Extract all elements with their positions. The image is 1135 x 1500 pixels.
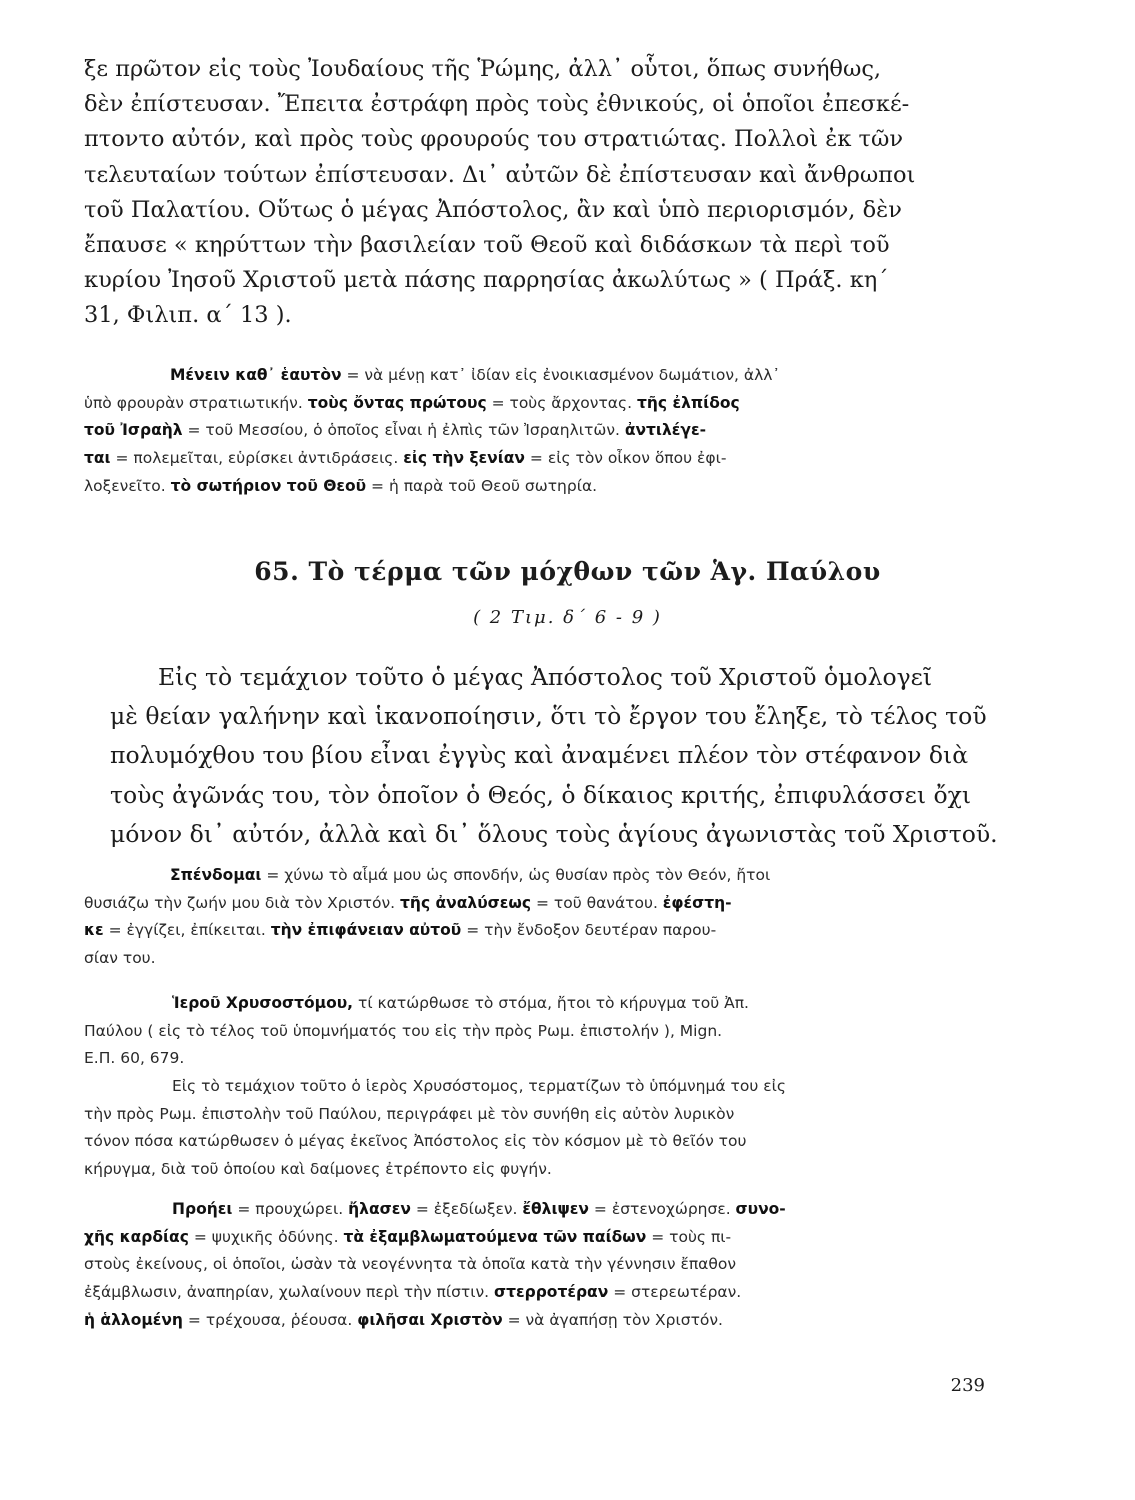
section-heading: 65. Τὸ τέρμα τῶν μόχθων τῶν Ἁγ. Παύλου	[254, 557, 881, 586]
gloss-text: θυσιάζω τὴν ζωήν μου διὰ τὸν Χριστόν.	[84, 893, 401, 912]
gloss-text: = νὰ ἀγαπήσῃ τὸν Χριστόν.	[502, 1310, 723, 1329]
gloss-text: = τοῦ Μεσσίου, ὁ ὁποῖος εἶναι ἡ ἐλπὶς τῶν Ἰσραηλιτῶν.	[182, 421, 625, 440]
glossary-block-3	[84, 1196, 984, 1334]
gloss-line	[84, 445, 984, 473]
gloss-text: = στερεωτέραν.	[608, 1283, 742, 1302]
gloss-term: τὴν ἐπιφάνειαν αὐτοῦ	[270, 921, 462, 940]
gloss-text: = ἐξεδίωξεν.	[410, 1200, 523, 1218]
gloss-term: συνο-	[735, 1200, 786, 1218]
section-paragraph	[110, 658, 998, 854]
gloss-text: = ἐγγίζει, ἐπίκειται.	[103, 921, 271, 940]
text-line: 31, Φιλιπ. α΄ 13 ).	[84, 302, 292, 329]
text-line: μὲ θείαν γαλήνην καὶ ἱκανοποίησιν, ὅτι τὸ ἔργον του ἔληξε, τὸ τέλος τοῦ	[110, 702, 987, 731]
gloss-term: ἤλασεν	[348, 1200, 411, 1218]
gloss-text: = ἡ παρὰ τοῦ Θεοῦ σωτηρία.	[366, 476, 598, 495]
gloss-term: ἡ ἁλλομένη	[84, 1310, 183, 1329]
gloss-text: = ψυχικῆς ὀδύνης.	[188, 1227, 344, 1246]
gloss-text: = εἰς τὸν οἶκον ὅπου ἐφι-	[525, 449, 727, 468]
gloss-text: = τρέχουσα, ῥέουσα.	[182, 1310, 358, 1329]
gloss-text: = νὰ μένῃ κατ᾽ ἰδίαν εἰς ἐνοικιασμένον δωμάτιον, ἀλλ᾽	[341, 366, 781, 384]
gloss-text: = ἐστενοχώρησε.	[589, 1200, 736, 1218]
gloss-line: τόνον πόσα κατώρθωσεν ὁ μέγας ἐκεῖνος Ἀπόστολος εἰς τὸν κόσμον μὲ τὸ θεῖόν του	[84, 1132, 747, 1151]
text-line: κυρίου Ἰησοῦ Χριστοῦ μετὰ πάσης παρρησίας ἀκωλύτως » ( Πράξ. κη΄	[84, 267, 889, 294]
text-line: τοὺς ἀγῶνάς του, τὸν ὁποῖον ὁ Θεός, ὁ δίκαιος κριτής, ἐπιφυλάσσει ὄχι	[110, 780, 972, 809]
gloss-term: κε	[84, 921, 104, 940]
gloss-term: Σπένδομαι	[170, 866, 262, 884]
gloss-line	[84, 990, 984, 1018]
glossary-block-2	[84, 862, 984, 973]
text-line: ἔπαυσε « κηρύττων τὴν βασιλείαν τοῦ Θεοῦ καὶ διδάσκων τὰ περὶ τοῦ	[84, 231, 890, 258]
text-line: τελευταίων τούτων ἐπίστευσαν. Δι᾽ αὐτῶν δὲ ἐπίστευσαν καὶ ἄνθρωποι	[84, 161, 916, 188]
gloss-term: τὸ σωτήριον τοῦ Θεοῦ	[170, 476, 367, 495]
gloss-line: Παύλου ( εἰς τὸ τέλος τοῦ ὑπομνήματός του εἰς τὴν πρὸς Ρωμ. ἐπιστολήν ), Mign.	[84, 1021, 723, 1040]
text-line: ξε πρῶτον εἰς τοὺς Ἰουδαίους τῆς Ῥώμης, ἀλλ᾽ οὗτοι, ὅπως συνήθως,	[84, 56, 882, 82]
gloss-line	[84, 945, 984, 973]
text-line: μόνον δι᾽ αὐτόν, ἀλλὰ καὶ δι᾽ ὅλους τοὺς ἁγίους ἀγωνιστὰς τοῦ Χριστοῦ.	[110, 819, 998, 848]
page-number: 239	[950, 1375, 985, 1396]
gloss-line: στοὺς ἐκείνους, οἱ ὁποῖοι, ὡσὰν τὰ νεογέννητα τὰ ὁποῖα κατὰ τὴν γέννησιν ἔπαθον	[84, 1255, 737, 1274]
top-paragraph	[84, 52, 984, 334]
gloss-line	[84, 1196, 984, 1224]
gloss-term: ἔθλιψεν	[522, 1200, 589, 1218]
gloss-term: ται	[84, 449, 111, 468]
gloss-text: = προυχώρει.	[232, 1200, 349, 1218]
gloss-line: τὴν πρὸς Ρωμ. ἐπιστολὴν τοῦ Παύλου, περιγράφει μὲ τὸν συνήθη εἰς αὐτὸν λυρικὸν	[84, 1104, 735, 1123]
gloss-line	[84, 473, 984, 501]
gloss-term: στερροτέραν	[494, 1283, 609, 1302]
gloss-term: φιλῆσαι Χριστὸν	[357, 1310, 503, 1329]
gloss-line	[84, 862, 984, 890]
gloss-term: χῆς καρδίας	[84, 1227, 189, 1246]
gloss-line	[84, 390, 984, 418]
glossary-block-1	[84, 362, 984, 500]
gloss-line	[84, 1224, 984, 1252]
gloss-line	[84, 890, 984, 918]
gloss-term: τοῦ Ἰσραὴλ	[84, 421, 183, 440]
gloss-text: = τοῦ θανάτου.	[531, 893, 663, 912]
gloss-text: = πολεμεῖται, εὑρίσκει ἀντιδράσεις.	[110, 449, 404, 468]
gloss-term: Ἱεροῦ Χρυσοστόμου,	[172, 994, 354, 1012]
chrysostom-block	[84, 990, 984, 1184]
gloss-term: τῆς ἐλπίδος	[636, 393, 740, 412]
gloss-term: τοὺς ὄντας πρώτους	[307, 393, 487, 412]
gloss-term: ἀντιλέγε-	[624, 421, 707, 440]
text-line: Εἰς τὸ τεμάχιον τοῦτο ὁ μέγας Ἀπόστολος τοῦ Χριστοῦ ὁμολογεῖ	[158, 663, 933, 691]
gloss-line	[84, 417, 984, 445]
gloss-text: = τοὺς πι-	[646, 1227, 732, 1246]
gloss-term: Μένειν καθ᾽ ἑαυτὸν	[170, 366, 342, 384]
gloss-text: = χύνω τὸ αἷμά μου ὡς σπονδήν, ὡς θυσίαν πρὸς τὸν Θεόν, ἤτοι	[261, 866, 771, 884]
text-line: τοῦ Παλατίου. Οὕτως ὁ μέγας Ἀπόστολος, ἂν καὶ ὑπὸ περιορισμόν, δὲν	[84, 196, 902, 223]
gloss-term: Προήει	[172, 1200, 233, 1218]
gloss-text: λοξενεῖτο.	[84, 476, 171, 495]
gloss-text: ἐξάμβλωσιν, ἀναπηρίαν, χωλαίνουν περὶ τὴν πίστιν.	[84, 1283, 495, 1302]
gloss-text: ὑπὸ φρουρὰν στρατιωτικήν.	[84, 393, 308, 412]
gloss-term: ἐφέστη-	[662, 893, 732, 912]
gloss-text: = τὴν ἔνδοξον δευτέραν παρου-	[461, 921, 717, 940]
text-line: πτοντο αὐτόν, καὶ πρὸς τοὺς φρουρούς του στρατιώτας. Πολλοὶ ἐκ τῶν	[84, 126, 904, 153]
text-line: δὲν ἐπίστευσαν. Ἔπειτα ἐστράφη πρὸς τοὺς ἐθνικούς, οἱ ὁποῖοι ἐπεσκέ-	[84, 91, 910, 118]
gloss-line: Εἰς τὸ τεμάχιον τοῦτο ὁ ἱερὸς Χρυσόστομος, τερματίζων τὸ ὑπόμνημά του εἰς	[172, 1077, 786, 1096]
gloss-line: Ε.Π. 60, 679.	[84, 1049, 185, 1068]
gloss-line: κήρυγμα, διὰ τοῦ ὁποίου καὶ δαίμονες ἐτρέποντο εἰς φυγήν.	[84, 1160, 552, 1179]
text-line: πολυμόχθου του βίου εἶναι ἐγγὺς καὶ ἀναμένει πλέον τὸν στέφανον διὰ	[110, 741, 969, 770]
gloss-line	[84, 1279, 984, 1307]
gloss-line	[84, 917, 984, 945]
gloss-term: τὰ ἐξαμβλωματούμενα τῶν παίδων	[343, 1227, 647, 1246]
gloss-term: τῆς ἀναλύσεως	[400, 893, 532, 912]
gloss-term: εἰς τὴν ξενίαν	[403, 449, 525, 468]
gloss-text: τί κατώρθωσε τὸ στόμα, ἤτοι τὸ κήρυγμα τοῦ Ἀπ.	[353, 994, 749, 1012]
gloss-line	[84, 1307, 984, 1335]
gloss-text: σίαν του.	[84, 949, 156, 968]
section-reference: ( 2 Τιμ. δ΄ 6 - 9 )	[473, 607, 662, 628]
gloss-text: = τοὺς ἄρχοντας.	[486, 393, 637, 412]
gloss-line	[84, 362, 984, 390]
